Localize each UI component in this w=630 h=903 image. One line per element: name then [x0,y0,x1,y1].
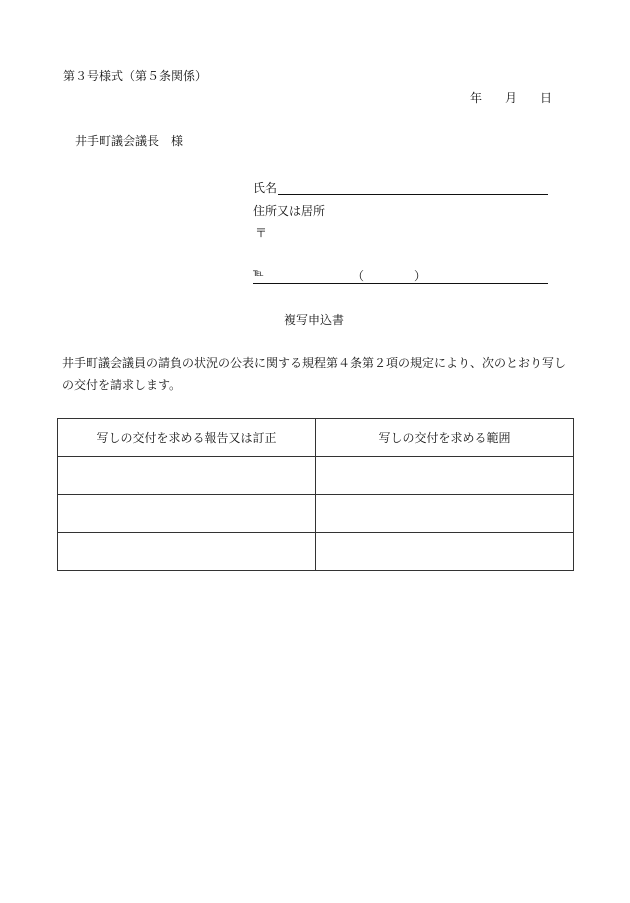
form-number: 第３号様式（第５条関係） [63,69,208,83]
tel-area-open-paren: （ [352,269,365,283]
postal-mark: 〒 [255,226,268,240]
body-text-line-2: の交付を請求します。 [62,378,182,392]
header-requested-range: 写しの交付を求める範囲 [316,419,574,457]
table-cell-report[interactable] [58,457,316,495]
request-table [57,418,574,571]
tel-area-close-paren: ） [414,269,427,283]
body-text-line-1: 井手町議会議員の請負の状況の公表に関する規程第４条第２項の規定により、次のとおり写し [62,356,567,370]
table-row [58,533,574,571]
tel-field[interactable] [253,283,548,284]
table-cell-report[interactable] [58,533,316,571]
table-header-row [58,419,574,457]
table-cell-range[interactable] [316,495,574,533]
document-title: 複写申込書 [284,313,345,327]
table-cell-range[interactable] [316,533,574,571]
name-label: 氏名 [253,181,278,195]
addressee: 井手町議会議長 様 [75,134,184,148]
name-field[interactable] [278,194,548,195]
header-report-or-correction: 写しの交付を求める報告又は訂正 [58,419,316,457]
address-label: 住所又は居所 [253,204,326,218]
table-row [58,495,574,533]
table-cell-range[interactable] [316,457,574,495]
tel-label: ℡ [253,268,264,279]
date-year-label: 年 [470,91,483,105]
table-row [58,457,574,495]
table-cell-report[interactable] [58,495,316,533]
date-day-label: 日 [540,91,553,105]
date-month-label: 月 [505,91,518,105]
